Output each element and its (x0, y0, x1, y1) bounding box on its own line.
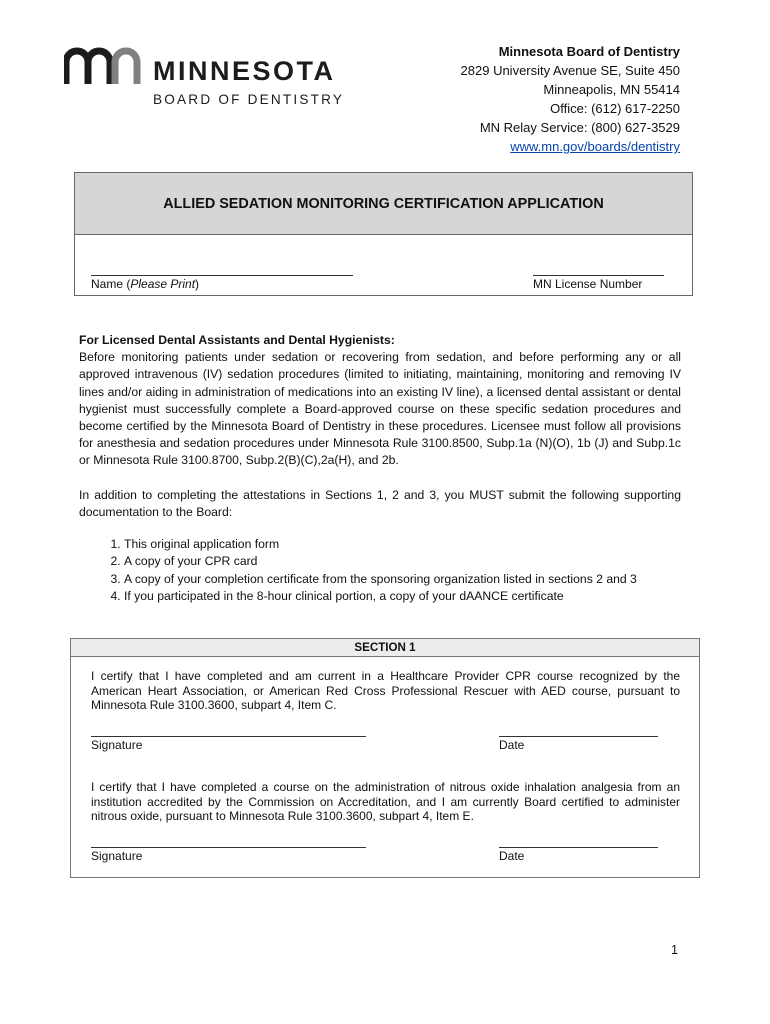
logo-subtitle: BOARD OF DENTISTRY (153, 92, 345, 107)
cpr-certification-text: I certify that I have completed and am current in a Healthcare Provider CPR course recognized by the American Heart Association, or American Red Cross Professional Rescuer with AED course, pursuant to Minnesota Rule 3100.3600, subpart 4, Item C. (91, 669, 680, 712)
logo-wordmark: MINNESOTA (153, 56, 336, 86)
date-label: Date (499, 849, 525, 863)
intro-heading: For Licensed Dental Assistants and Dental Hygienists: (79, 333, 395, 347)
nitrous-certification-text: I certify that I have completed a course on the administration of nitrous oxide inhalation analgesia from an institution accredited by the Commission on Accreditation, and I am currently Board certified to administer nitrous oxide, pursuant to Minnesota Rule 3100.3600, subpart 4, Item E. (91, 780, 680, 823)
name-field-line[interactable] (91, 275, 353, 276)
list-item: 2. A copy of your CPR card (124, 553, 681, 570)
address-block (461, 42, 680, 156)
date-label: Date (499, 738, 525, 752)
office-phone: Office: (612) 617-2250 (550, 101, 680, 116)
date-line[interactable] (499, 736, 658, 737)
instructions (79, 332, 681, 605)
city-state-zip: Minneapolis, MN 55414 (543, 82, 680, 97)
date-line[interactable] (499, 847, 658, 848)
list-item: 1. This original application form (124, 536, 681, 553)
license-field-label: MN License Number (533, 277, 643, 291)
list-item: 4. If you participated in the 8-hour clinical portion, a copy of your dAANCE certificate (124, 588, 681, 605)
website-link[interactable]: www.mn.gov/boards/dentistry (510, 139, 680, 154)
form-title: ALLIED SEDATION MONITORING CERTIFICATION APPLICATION (75, 173, 692, 235)
section-1-title: SECTION 1 (71, 639, 699, 657)
signature-label: Signature (91, 849, 143, 863)
page-number: 1 (671, 943, 678, 957)
signature-label: Signature (91, 738, 143, 752)
list-item: 3. A copy of your completion certificate from the sponsoring organization listed in sections 2 and 3 (124, 571, 681, 588)
form-title-box (74, 172, 693, 296)
board-logo (64, 46, 374, 116)
documentation-list (79, 536, 681, 605)
mn-logo-mark-icon (64, 46, 142, 86)
name-field-label: Name (Please Print) (91, 277, 200, 291)
section-1-box (70, 638, 700, 878)
org-name: Minnesota Board of Dentistry (498, 44, 680, 59)
intro-paragraph-2: In addition to completing the attestations in Sections 1, 2 and 3, you MUST submit the following supporting documentation to the Board: (79, 487, 681, 519)
intro-paragraph-1: Before monitoring patients under sedation or recovering from sedation, and before performing any or all approved intravenous (IV) sedation procedures (limited to initiating, maintaining, monitoring and removing IV lines and/or aiding in administration of medications into an existing IV line), a licensed dental assistant or dental hygienist must successfully complete a Board-approved course on these specific sedation procedures and become certified by the Minnesota Board of Dentistry in these procedures. Licensee must follow all provisions for anesthesia and sedation procedures under Minnesota Rule 3100.8500, Subp.1a (N)(O), 1b (J) and Subp.1c or Minnesota Rule 3100.8700, Subp.2(B)(C),2a(H), and 2b. (79, 350, 681, 468)
signature-line[interactable] (91, 847, 366, 848)
relay-phone: MN Relay Service: (800) 627-3529 (479, 120, 680, 135)
license-field-line[interactable] (533, 275, 664, 276)
signature-line[interactable] (91, 736, 366, 737)
street-address: 2829 University Avenue SE, Suite 450 (460, 63, 680, 78)
